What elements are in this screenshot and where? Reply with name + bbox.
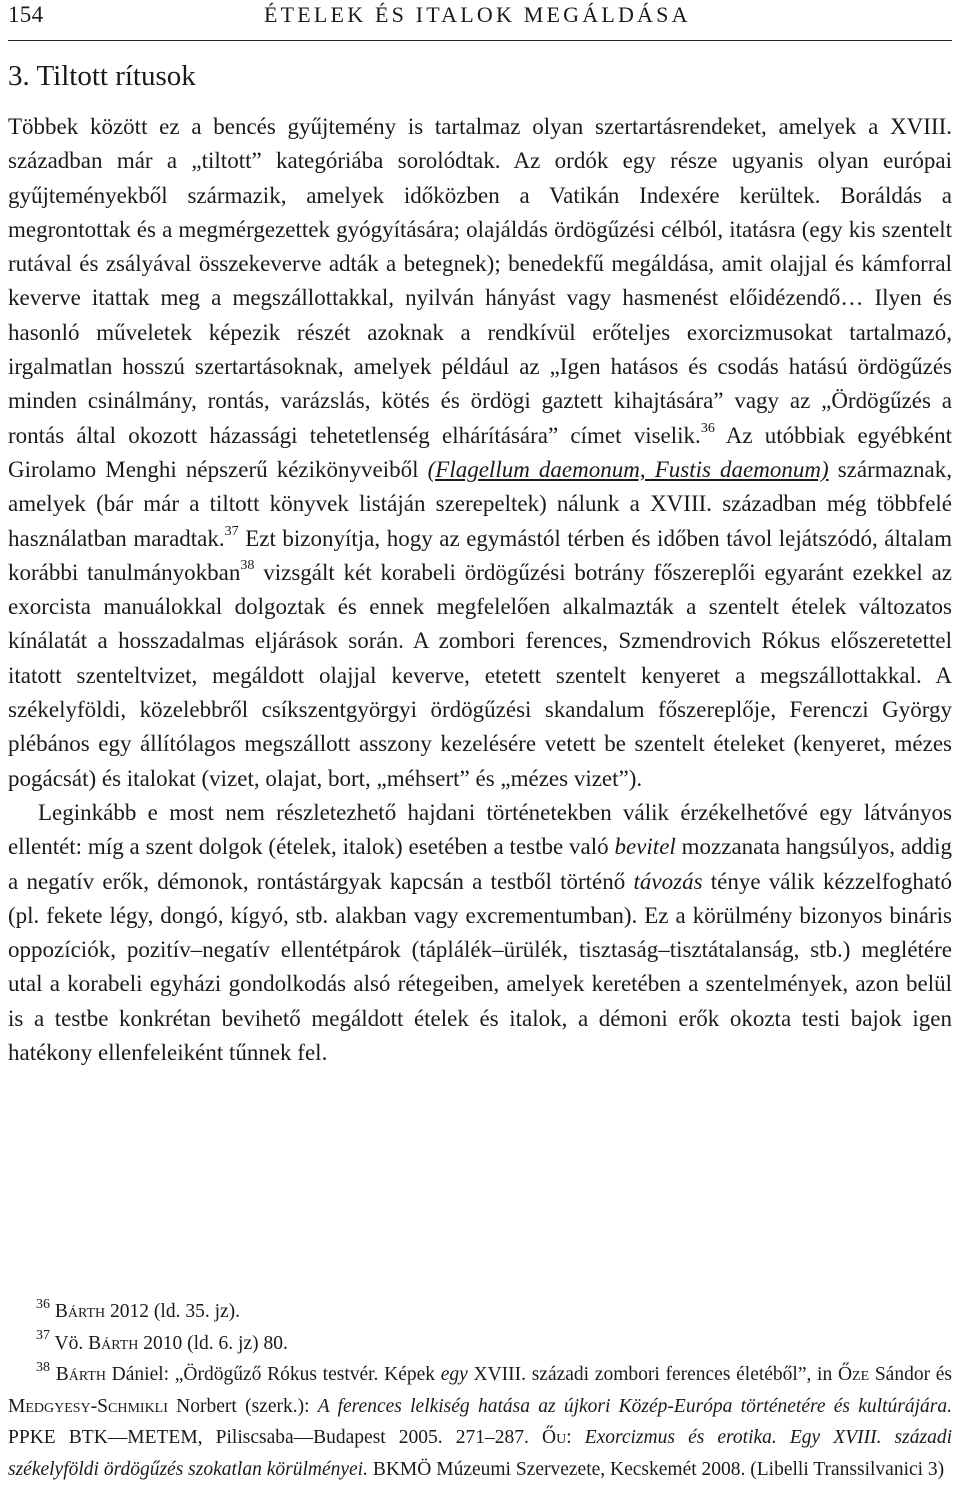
footnote-38-text-3: Sándor és xyxy=(869,1364,953,1385)
footnote-37-pre: Vö. xyxy=(50,1332,89,1354)
footnote-ref-37[interactable]: 37 xyxy=(224,523,239,539)
p2-text-3: ténye válik kézzelfogható (pl. fekete légy, dongó, kígyó, stb. alakban vagy excrementumban). Ez a körülmény bizonyos bináris oppozíciók, pozitív–negatív ellentétpárok (táplálék–ürülék, tisztaság–tisztátalanság, stb.) meglétére utal a korabeli egyházi gondolkodás alsó rétegeiben, amelyek keretében a szentelmények, azon belül is a testbe konkrétan bevihető megáldott ételek és italok, a démoni erők okozta testi bajok igen hatékony ellenfeleiként tűnnek fel. xyxy=(8,868,952,1066)
footnote-36-text: 2012 (ld. 35. jz). xyxy=(105,1301,241,1322)
footnote-37-author: Bárth xyxy=(88,1332,139,1354)
p2-italic-tavozas: távozás xyxy=(633,868,703,894)
footnote-ref-38[interactable]: 38 xyxy=(240,558,255,574)
running-title: ÉTELEK ÉS ITALOK MEGÁLDÁSA xyxy=(264,2,691,27)
footnote-38-author-1: Bárth xyxy=(55,1364,106,1385)
body-text xyxy=(8,110,952,1070)
p1-text-2: Az utóbbiak egyébként Girolamo Menghi népszerű kézikönyveiből xyxy=(8,422,952,482)
paragraph-2 xyxy=(8,796,952,1070)
footnote-38-author-2: Őze xyxy=(837,1364,870,1385)
footnote-37 xyxy=(8,1328,952,1360)
footnote-38-number: 38 xyxy=(36,1359,50,1375)
footnote-38-author-3: Medgyesy-Schmikli xyxy=(8,1395,168,1417)
p2-italic-bevitel: bevitel xyxy=(614,834,676,860)
footnote-36-number: 36 xyxy=(36,1296,50,1312)
p1-text-1: Többek között ez a bencés gyűjtemény is tartalmaz olyan szertartásrendeket, amelyek a XVIII. században már a „tiltott” kategóriába sorolódtak. Az ordók egy része ugyanis olyan európai gyűjteményekből származik, amelyek időközben a Vatikán Indexére kerültek. Boráldás a megrontottak és a megmérgezettek gyógyítására; olajáldás ördögűzési célból, itatásra (egy kis szentelt rutával és zsályával összekeverve adták a betegnek); benedekfű megáldása, amit olajjal és kámforral keverve itattak meg a megszállottakkal, nyilván hányást vagy hasmenést előidézendő… Ilyen és hasonló műveletek képezik részét azoknak a rendkívül erőteljes exorcizmusokat tartalmazó, irgalmatlan hosszú szertartásoknak, amelyek például az „Igen hatásos és csodás hatású ördögűzés minden csinálmány, rontás, varázslás, kötés és ördögi gaztett kihajtására” vagy az „Ördögűzés a rontás által okozott házassági tehetetlenség elhárítására” címet viselik. xyxy=(8,114,952,448)
footnote-38-text-4: Norbert (szerk.): xyxy=(167,1395,318,1417)
footnote-38-text-5: PPKE BTK—METEM, Piliscsaba—Budapest 2005. 271–287. xyxy=(8,1427,542,1448)
p1-text-3: származnak, amelyek (bár már a tiltott könyvek listáján szerepeltek) nálunk a XVIII. században még többfelé használatban maradtak. xyxy=(8,456,952,551)
p2-text-1: Leginkább e most nem részletezhető hajdani történetekben válik érzékelhetővé egy látványos ellentét: míg a szent dolgok (ételek, italok) esetében a testbe való xyxy=(8,799,952,860)
footnote-38 xyxy=(8,1359,952,1485)
p1-text-4: Ezt bizonyítja, hogy az egymástól térben és időben távol lejátszódó, általam korábbi tanulmányokban xyxy=(8,525,952,585)
footnote-37-text: 2010 (ld. 6. jz) 80. xyxy=(138,1332,288,1354)
footnotes xyxy=(8,1296,952,1485)
footnote-36-author: Bárth xyxy=(54,1301,106,1322)
footnote-ref-36[interactable]: 36 xyxy=(700,421,715,437)
footnote-36 xyxy=(8,1296,952,1328)
footnote-38-text-2: XVIII. századi zombori ferences életéből”, in xyxy=(467,1364,838,1385)
page-number: 154 xyxy=(8,2,44,27)
running-header xyxy=(8,2,952,34)
footnote-38-text-6: : xyxy=(566,1427,585,1448)
paragraph-1 xyxy=(8,110,952,796)
footnote-37-number: 37 xyxy=(36,1328,50,1343)
footnote-38-text-1: Dániel: „Ördögűző Rókus testvér. Képek xyxy=(105,1364,441,1385)
p1-text-5: vizsgált két korabeli ördögűzési botrány főszereplői egyaránt ezekkel az exorcista manuálokkal dolgoztak és ennek megfelelően alkalmazták a szentelt ételek változatos kínálatát a hosszadalmas eljárások során. A zombori ferences, Szmendrovich Rókus előszeretettel itatott szenteltvizet, megáldott olajjal keverve, etetett szentelt kenyeret a megszállottakkal. A székelyföldi, közelebbről csíkszentgyörgyi ördögűzési skandalum főszereplője, Ferenczi György plébános egy állítólagos megszállott asszony kezelésére vetett be szentelt ételeket (kenyeret, mézes pogácsát) és italokat (vizet, olajat, bort, „méhsert” és „mézes vizet”). xyxy=(8,559,952,791)
footnote-38-author-4b: u xyxy=(556,1427,567,1448)
header-rule xyxy=(8,40,952,41)
p1-italic-titles: (Flagellum daemonum, Fustis daemonum) xyxy=(427,456,829,482)
p2-text-2: mozzanata hangsúlyos, addig a negatív erők, démonok, rontástárgyak kapcsán a testből történő xyxy=(8,834,953,894)
footnote-38-text-7: BKMÖ Múzeumi Szervezete, Kecskemét 2008. (Libelli Transsilvanici 3) xyxy=(367,1458,945,1480)
footnote-38-italic-1: egy xyxy=(440,1364,468,1385)
footnote-38-author-4: Ő xyxy=(541,1427,557,1448)
footnote-38-italic-3: Exorcizmus és erotika. Egy XVIII. századi székelyföldi ördögűzés szokatlan körülményei. xyxy=(8,1427,952,1480)
section-heading: 3. Tiltott rítusok xyxy=(8,60,196,92)
footnote-38-italic-2: A ferences lelkiség hatása az újkori Közép-Európa történetére és kultúrájára. xyxy=(317,1395,952,1417)
